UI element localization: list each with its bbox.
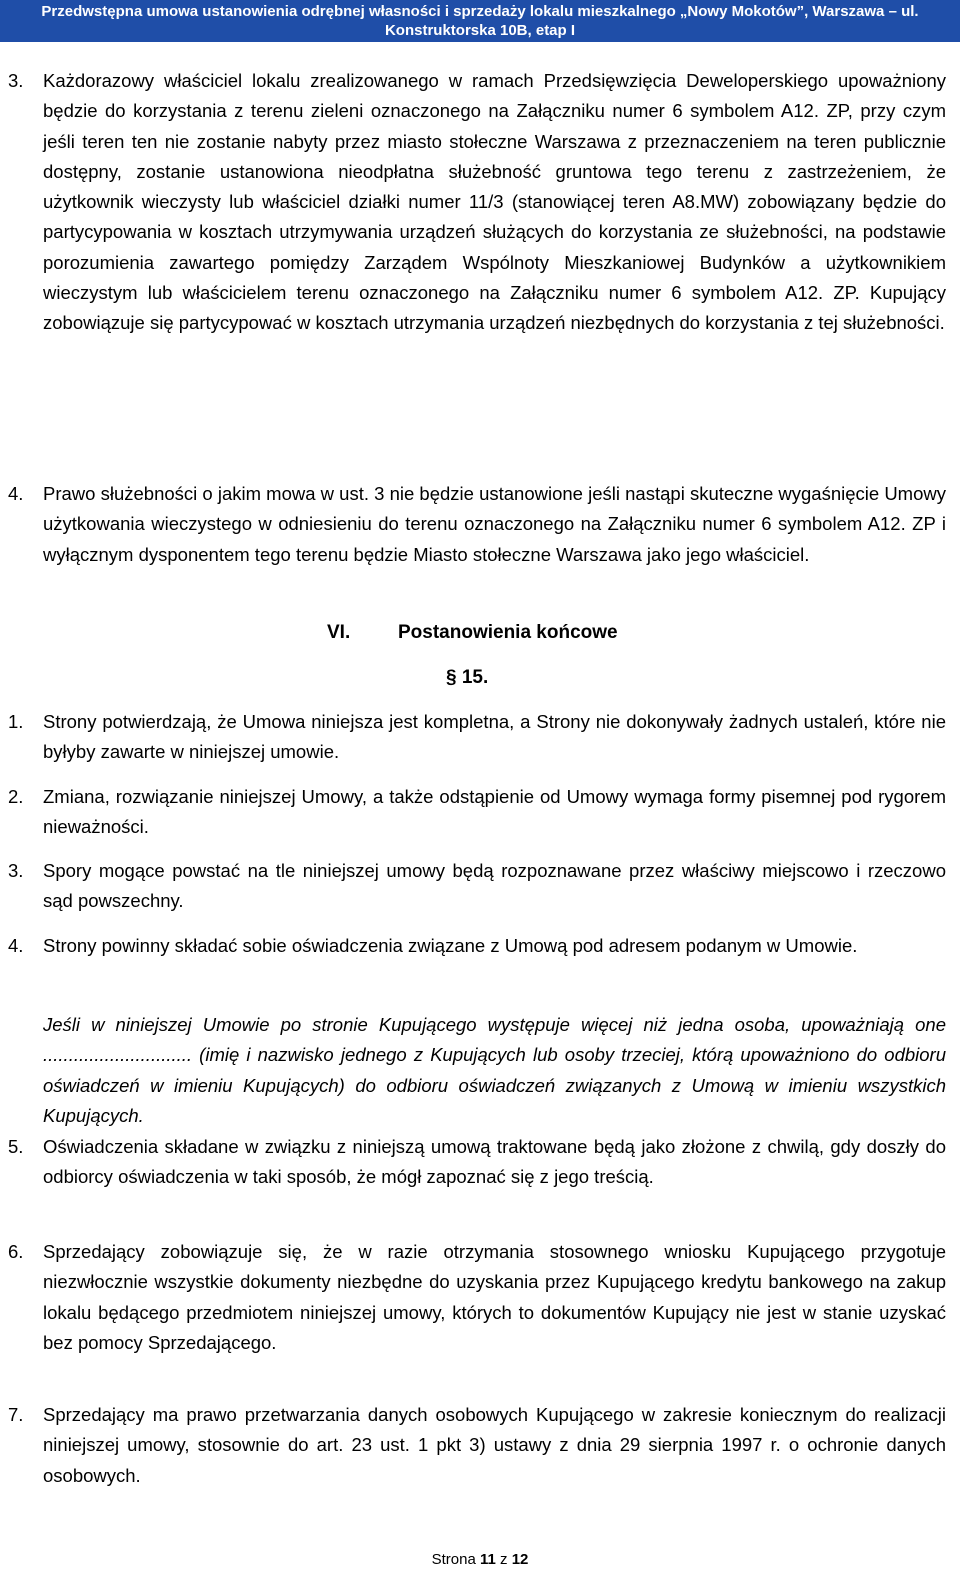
list-number: 4. [8, 483, 24, 504]
list-text: Oświadczenia składane w związku z niniejszą umową traktowane będą jako złożone z chwilą, gdy doszły do odbiorcy oświadczenia w taki sposób, że mógł zapoznać się z jego treścią. [43, 1136, 946, 1188]
final-item-7 [8, 1400, 946, 1491]
final-item-4-note [8, 1010, 946, 1131]
list-text: Zmiana, rozwiązanie niniejszej Umowy, a także odstąpienie od Umowy wymaga formy pisemnej pod rygorem nieważności. [43, 786, 946, 838]
header-line-2: Konstruktorska 10B, etap I [384, 22, 576, 39]
list-item-4 [8, 479, 946, 570]
section-title: Postanowienia końcowe [398, 622, 618, 643]
footer-label: Strona [431, 1551, 476, 1568]
list-text: Spory mogące powstać na tle niniejszej umowy będą rozpoznawane przez właściwy miejscowo i rzeczowo sąd powszechny. [43, 860, 946, 912]
list-text: Prawo służebności o jakim mowa w ust. 3 nie będzie ustanowione jeśli nastąpi skuteczne wygaśnięcie Umowy użytkowania wieczystego w odniesieniu do terenu oznaczonego na Załączniku numer 6 symbolem A12. ZP i wyłącznym dysponentem tego terenu będzie Miasto stołeczne Warszawa jako jego właściciel. [43, 483, 946, 565]
paragraph-number: § 15. [446, 667, 489, 688]
section-heading [0, 622, 960, 652]
list-number: 4. [8, 935, 24, 956]
footer-total-pages: 12 [511, 1551, 529, 1568]
list-text: Sprzedający zobowiązuje się, że w razie otrzymania stosownego wniosku Kupującego przygotuje niezwłocznie wszystkie dokumenty niezbędne do uzyskania przez Kupującego kredytu bankowego na zakup lokalu będącego przedmiotem niniejszej umowy, których to dokumentów Kupujący nie jest w stanie uzyskać bez pomocy Sprzedającego. [43, 1241, 946, 1353]
list-number: 7. [8, 1404, 24, 1425]
final-item-1 [8, 707, 946, 768]
header-line-1: Przedwstępna umowa ustanowienia odrębnej własności i sprzedaży lokalu mieszkalnego „Nowy Mokotów”, Warszawa – ul. [41, 3, 919, 20]
page-footer [0, 1551, 960, 1568]
list-number: 1. [8, 711, 24, 732]
list-text: Strony potwierdzają, że Umowa niniejsza jest kompletna, a Strony nie dokonywały żadnych ustaleń, które nie byłyby zawarte w niniejszej umowie. [43, 711, 946, 763]
footer-current-page: 11 [479, 1551, 496, 1568]
list-number: 3. [8, 70, 24, 91]
footer-separator: z [500, 1551, 508, 1568]
final-item-4 [8, 931, 946, 961]
list-text: Strony powinny składać sobie oświadczenia związane z Umową pod adresem podanym w Umowie. [43, 935, 858, 956]
final-item-3 [8, 856, 946, 917]
list-text: Jeśli w niniejszej Umowie po stronie Kupującego występuje więcej niż jedna osoba, upoważniają one ............................. (imię i nazwisko jednego z Kupujących lub osoby trzeciej, którą upoważniono do odbioru oświadczeń w imieniu Kupujących) do odbioru oświadczeń związanych z Umową w imieniu wszystkich Kupujących. [43, 1014, 946, 1126]
list-number: 5. [8, 1136, 24, 1157]
list-text: Sprzedający ma prawo przetwarzania danych osobowych Kupującego w zakresie koniecznym do realizacji niniejszej umowy, stosownie do art. 23 ust. 1 pkt 3) ustawy z dnia 29 sierpnia 1997 r. o ochronie danych osobowych. [43, 1404, 946, 1486]
final-item-2 [8, 782, 946, 843]
list-text: Każdorazowy właściciel lokalu zrealizowanego w ramach Przedsięwzięcia Deweloperskiego upoważniony będzie do korzystania z terenu zieleni oznaczonego na Załączniku numer 6 symbolem A12. ZP, przy czym jeśli teren ten nie zostanie nabyty przez miasto stołeczne Warszawa z przeznaczeniem na teren publicznie dostępny, zostanie ustanowiona nieodpłatna służebność gruntowa tego terenu z zastrzeżeniem, że użytkownik wieczysty lub właściciel działki numer 11/3 (stanowiącej teren A8.MW) zobowiązany będzie do partycypowania w kosztach utrzymywania urządzeń służących do korzystania ze służebności, na podstawie porozumienia zawartego pomiędzy Zarządem Wspólnoty Mieszkaniowej Budynków a użytkownikiem wieczystym lub właścicielem terenu oznaczonego na Załączniku numer 6 symbolem A12. ZP. Kupujący zobowiązuje się partycypować w kosztach utrzymania urządzeń niezbędnych do korzystania z tej służebności. [43, 70, 946, 334]
list-number: 6. [8, 1241, 24, 1262]
list-item-3 [8, 66, 946, 339]
list-number: 3. [8, 860, 24, 881]
section-number: VI. [327, 622, 351, 643]
final-item-6 [8, 1237, 946, 1358]
document-header [0, 0, 960, 42]
final-item-5 [8, 1132, 946, 1193]
list-number: 2. [8, 786, 24, 807]
